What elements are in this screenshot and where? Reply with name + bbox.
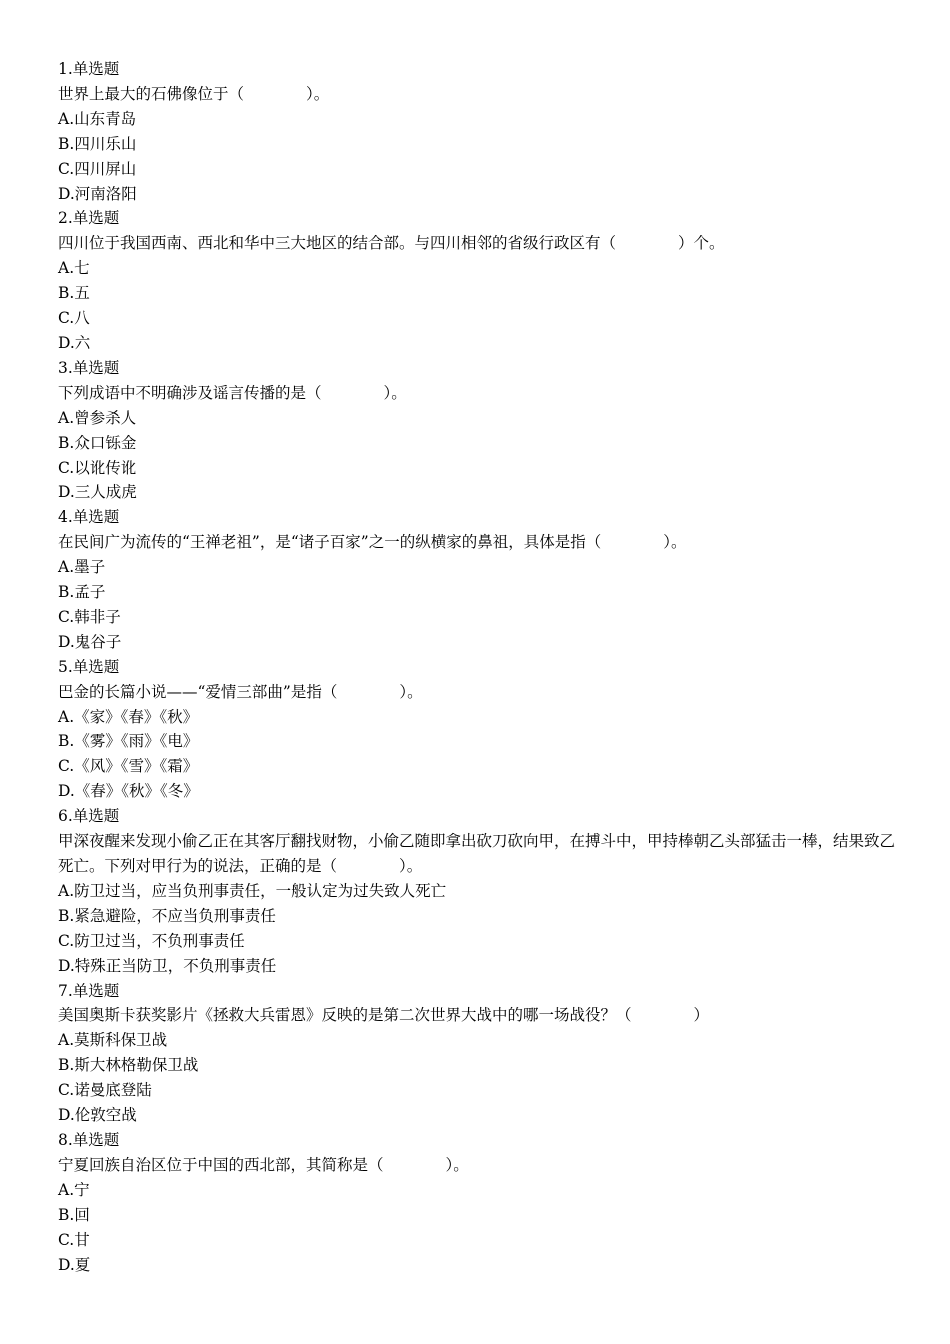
question-block <box>58 979 898 1128</box>
answer-option: B.四川乐山 <box>58 134 137 153</box>
question-header: 1.单选题 <box>58 60 120 78</box>
answer-option: B.斯大林格勒保卫战 <box>58 1056 199 1075</box>
answer-option: C.防卫过当，不负刑事责任 <box>58 931 245 950</box>
question-block <box>58 505 898 654</box>
answer-option: C.八 <box>58 309 90 328</box>
question-header: 6.单选题 <box>58 807 120 826</box>
answer-option: B.众口铄金 <box>58 433 137 452</box>
answer-option: A.《家》《春》《秋》 <box>58 707 199 726</box>
answer-option: B.《雾》《雨》《电》 <box>58 732 199 751</box>
question-header: 8.单选题 <box>58 1130 120 1149</box>
question-header: 4.单选题 <box>58 508 120 527</box>
question-stem: 巴金的长篇小说——“爱情三部曲”是指（ ）。 <box>58 682 423 701</box>
answer-option: B.五 <box>58 284 90 303</box>
answer-option: D.六 <box>58 333 91 352</box>
question-block <box>58 206 898 355</box>
answer-option: B.紧急避险，不应当负刑事责任 <box>58 906 276 925</box>
answer-option: A.山东青岛 <box>58 109 137 128</box>
question-block <box>58 804 898 978</box>
answer-option: D.伦敦空战 <box>58 1106 137 1125</box>
answer-option: A.莫斯科保卫战 <box>58 1031 168 1050</box>
question-stem: 美国奥斯卡获奖影片《拯救大兵雷恩》反映的是第二次世界大战中的哪一场战役？（ ） <box>58 1006 710 1025</box>
answer-option: D.夏 <box>58 1255 91 1274</box>
answer-option: A.防卫过当，应当负刑事责任，一般认定为过失致人死亡 <box>58 881 447 900</box>
answer-option: B.孟子 <box>58 583 106 602</box>
answer-option: B.回 <box>58 1205 90 1224</box>
question-stem: 世界上最大的石佛像位于（ ）。 <box>58 84 330 103</box>
answer-option: A.宁 <box>58 1180 90 1199</box>
question-header: 3.单选题 <box>58 358 120 377</box>
question-header: 2.单选题 <box>58 209 120 228</box>
question-stem: 下列成语中不明确涉及谣言传播的是（ ）。 <box>58 383 407 402</box>
answer-option: D.特殊正当防卫，不负刑事责任 <box>58 956 277 975</box>
question-header: 5.单选题 <box>58 657 120 676</box>
answer-option: D.河南洛阳 <box>58 184 137 203</box>
question-stem: 甲深夜醒来发现小偷乙正在其客厅翻找财物，小偷乙随即拿出砍刀砍向甲，在搏斗中，甲持棒朝乙头部猛击一棒，结果致乙死亡。下列对甲行为的说法，正确的是（ ）。 <box>58 832 896 875</box>
question-document <box>58 57 898 1277</box>
answer-option: C.以讹传讹 <box>58 458 137 477</box>
answer-option: D.三人成虎 <box>58 483 137 502</box>
answer-option: A.墨子 <box>58 558 106 577</box>
answer-option: C.甘 <box>58 1230 90 1249</box>
answer-option: C.诺曼底登陆 <box>58 1081 152 1100</box>
answer-option: A.曾参杀人 <box>58 408 137 427</box>
answer-option: C.韩非子 <box>58 607 121 626</box>
question-block <box>58 1128 898 1277</box>
answer-option: D.《春》《秋》《冬》 <box>58 782 199 801</box>
question-block <box>58 356 898 505</box>
question-stem: 在民间广为流传的“王禅老祖”，是“诸子百家”之一的纵横家的鼻祖，具体是指（ ）。 <box>58 533 687 552</box>
question-stem: 宁夏回族自治区位于中国的西北部，其简称是（ ）。 <box>58 1155 469 1174</box>
answer-option: A.七 <box>58 259 90 278</box>
answer-option: C.四川屏山 <box>58 159 137 178</box>
answer-option: D.鬼谷子 <box>58 632 122 651</box>
question-block <box>58 57 898 206</box>
question-header: 7.单选题 <box>58 981 120 1000</box>
question-stem: 四川位于我国西南、西北和华中三大地区的结合部。与四川相邻的省级行政区有（ ）个。 <box>58 234 725 253</box>
question-block <box>58 655 898 804</box>
answer-option: C.《风》《雪》《霜》 <box>58 757 199 776</box>
